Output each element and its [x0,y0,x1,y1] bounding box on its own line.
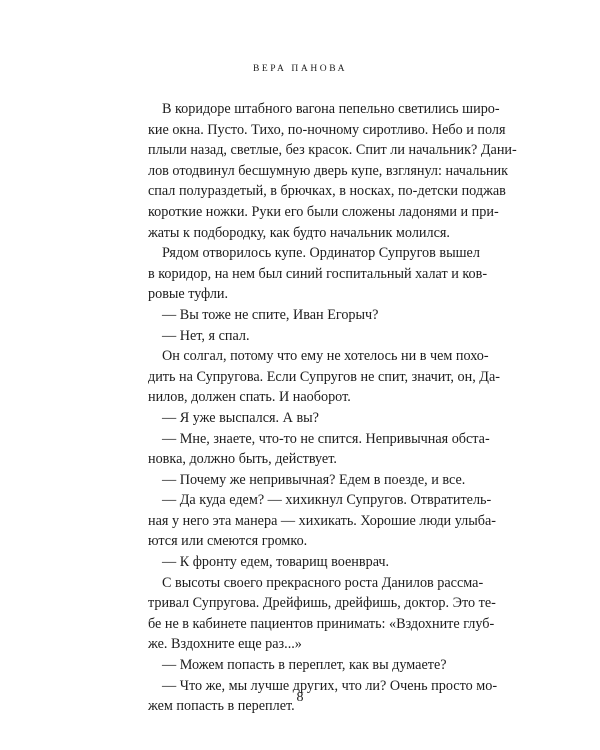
paragraph [148,326,453,347]
paragraph [148,99,517,243]
text-line: — Я уже выспался. А вы? [162,409,319,426]
text-line: жем попасть в переплет. [148,698,295,715]
text-line: Рядом отворилось купе. Ординатор Супругов вышел [162,245,480,262]
text-line: тривал Супругова. Дрейфишь, дрейфишь, доктор. Это те- [148,595,496,612]
text-line: В коридоре штабного вагона пепельно светились широ- [162,101,500,117]
text-line: кие окна. Пусто. Тихо, по-ночному сиротливо. Небо и поля [148,121,506,138]
text-line: же. Вздохните еще раз...» [148,636,302,653]
paragraph [148,490,497,552]
text-line: — Почему же непривычная? Едем в поезде, и все. [162,471,466,488]
paragraph [148,408,453,429]
paragraph [148,470,466,491]
text-line: новка, должно быть, действует. [148,451,337,468]
running-head-author: ВЕРА ПАНОВА [252,64,348,74]
text-line: короткие ножки. Руки его были сложены ладонями и при- [148,203,499,220]
text-line: ная у него эта манера — хихикать. Хорошие люди улыба- [148,512,497,529]
paragraph [148,305,453,326]
paragraph [148,552,453,573]
text-line: жаты к подбородку, как будто начальник молился. [148,224,450,241]
text-line: — Нет, я спал. [162,327,250,344]
body-text [148,99,517,717]
text-line: ются или смеются громко. [148,533,308,550]
text-line: в коридор, на нем был синий госпитальный халат и ков- [148,265,488,282]
text-line: — Можем попасть в переплет, как вы думаете? [162,657,447,674]
text-line: бе не в кабинете пациентов принимать: «Вздохните глуб- [148,615,495,632]
text-line: — Да куда едем? — хихикнул Супругов. Отвратитель- [162,492,492,509]
text-line: — Вы тоже не спите, Иван Егорыч? [162,306,379,323]
text-line: С высоты своего прекрасного роста Данилов рассма- [162,574,484,591]
text-line: Он солгал, потому что ему не хотелось ни в чем похо- [162,348,489,365]
page-number: 8 [296,690,304,705]
text-line: лов отодвинул бесшумную дверь купе, взглянул: начальник [148,162,508,179]
text-line: — Мне, знаете, что-то не спится. Непривычная обста- [162,430,490,447]
text-line: ровые туфли. [148,286,229,303]
paragraph [148,346,501,408]
text-line: спал полураздетый, в брючках, в носках, по-детски поджав [148,183,506,200]
text-line: дить на Супругова. Если Супругов не спит, значит, он, Да- [148,368,501,385]
text-line: плыли назад, светлые, без красок. Спит ли начальник? Дани- [148,142,517,159]
paragraph [148,429,490,470]
text-line: — Что же, мы лучше других, что ли? Очень просто мо- [162,677,498,694]
text-line: нилов, должен спать. И наоборот. [148,389,351,406]
paragraph [148,243,488,305]
text-line: — К фронту едем, товарищ военврач. [162,554,390,571]
paragraph [148,655,453,676]
paragraph [148,573,496,655]
